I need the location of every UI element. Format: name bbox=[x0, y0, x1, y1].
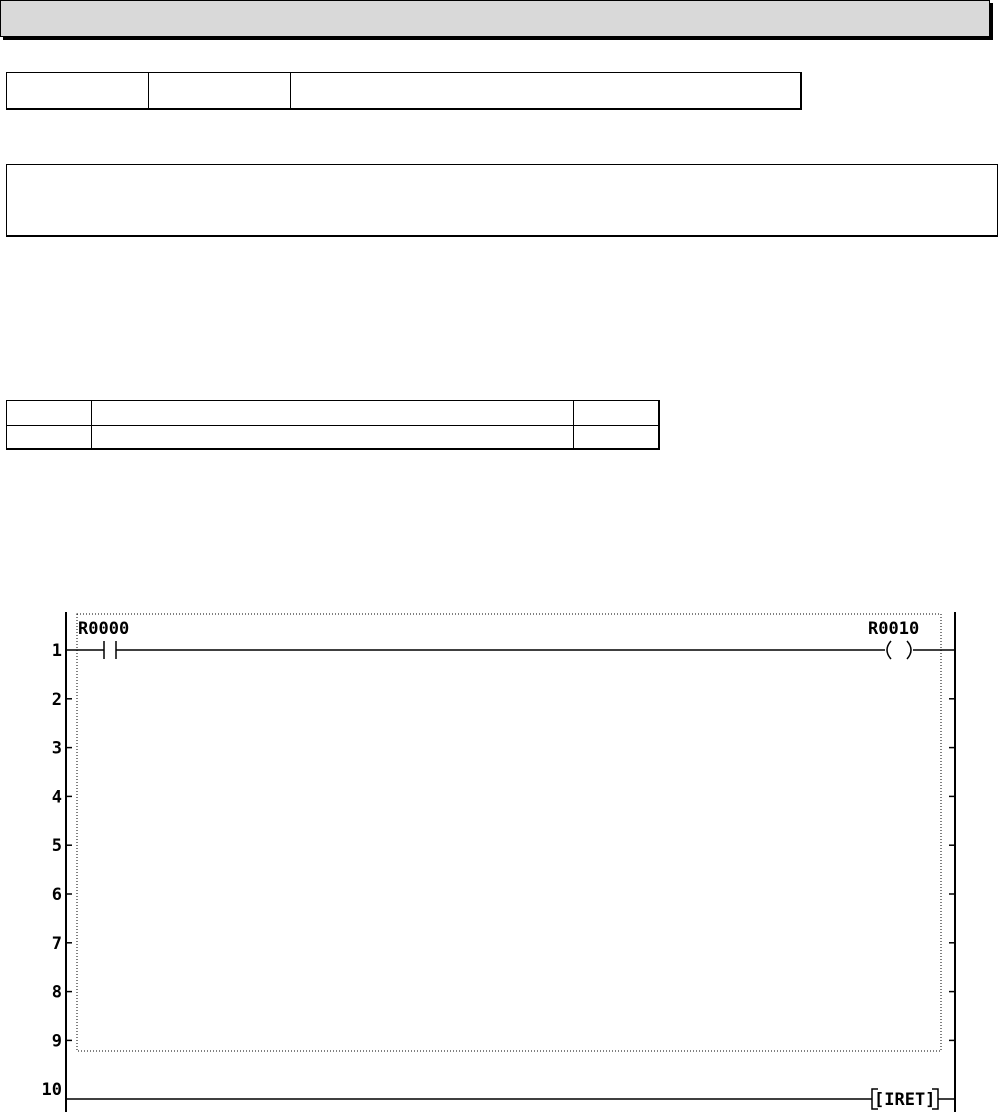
header-field-1 bbox=[6, 72, 149, 110]
rung-number: 2 bbox=[51, 689, 62, 710]
iret-instruction-label: [IRET] bbox=[874, 1090, 936, 1110]
table-cell bbox=[573, 400, 660, 426]
selection-area[interactable] bbox=[77, 614, 941, 1051]
rung-number: 1 bbox=[51, 641, 62, 661]
title-bar-shadow bbox=[990, 3, 993, 40]
table-cell bbox=[91, 400, 574, 426]
rung-number: 7 bbox=[51, 933, 62, 954]
title-bar bbox=[0, 0, 990, 37]
table-cell bbox=[6, 425, 92, 450]
header-field-3 bbox=[290, 72, 802, 110]
rung-number: 8 bbox=[51, 982, 62, 1003]
description-box bbox=[6, 164, 998, 237]
ladder-diagram bbox=[0, 600, 998, 1112]
title-bar-shadow bbox=[3, 37, 993, 40]
rung-number: 10 bbox=[41, 1080, 62, 1101]
header-field-2 bbox=[148, 72, 291, 110]
table-cell bbox=[91, 425, 574, 450]
rung-number: 5 bbox=[51, 836, 62, 857]
rung-number: 9 bbox=[51, 1031, 62, 1052]
table-cell bbox=[6, 400, 92, 426]
iret-instruction-icon[interactable] bbox=[872, 1089, 938, 1110]
rung-number: 4 bbox=[51, 787, 62, 808]
table-cell bbox=[573, 425, 660, 450]
coil-device-label: R0010 bbox=[868, 619, 920, 639]
normally-open-contact-icon[interactable] bbox=[104, 641, 116, 659]
contact-device-label: R0000 bbox=[78, 619, 130, 639]
rung-number: 3 bbox=[51, 738, 62, 759]
rung-numbers bbox=[42, 641, 955, 1100]
info-table bbox=[6, 400, 660, 450]
output-coil-icon[interactable] bbox=[887, 641, 911, 659]
rung-number: 6 bbox=[51, 885, 62, 905]
